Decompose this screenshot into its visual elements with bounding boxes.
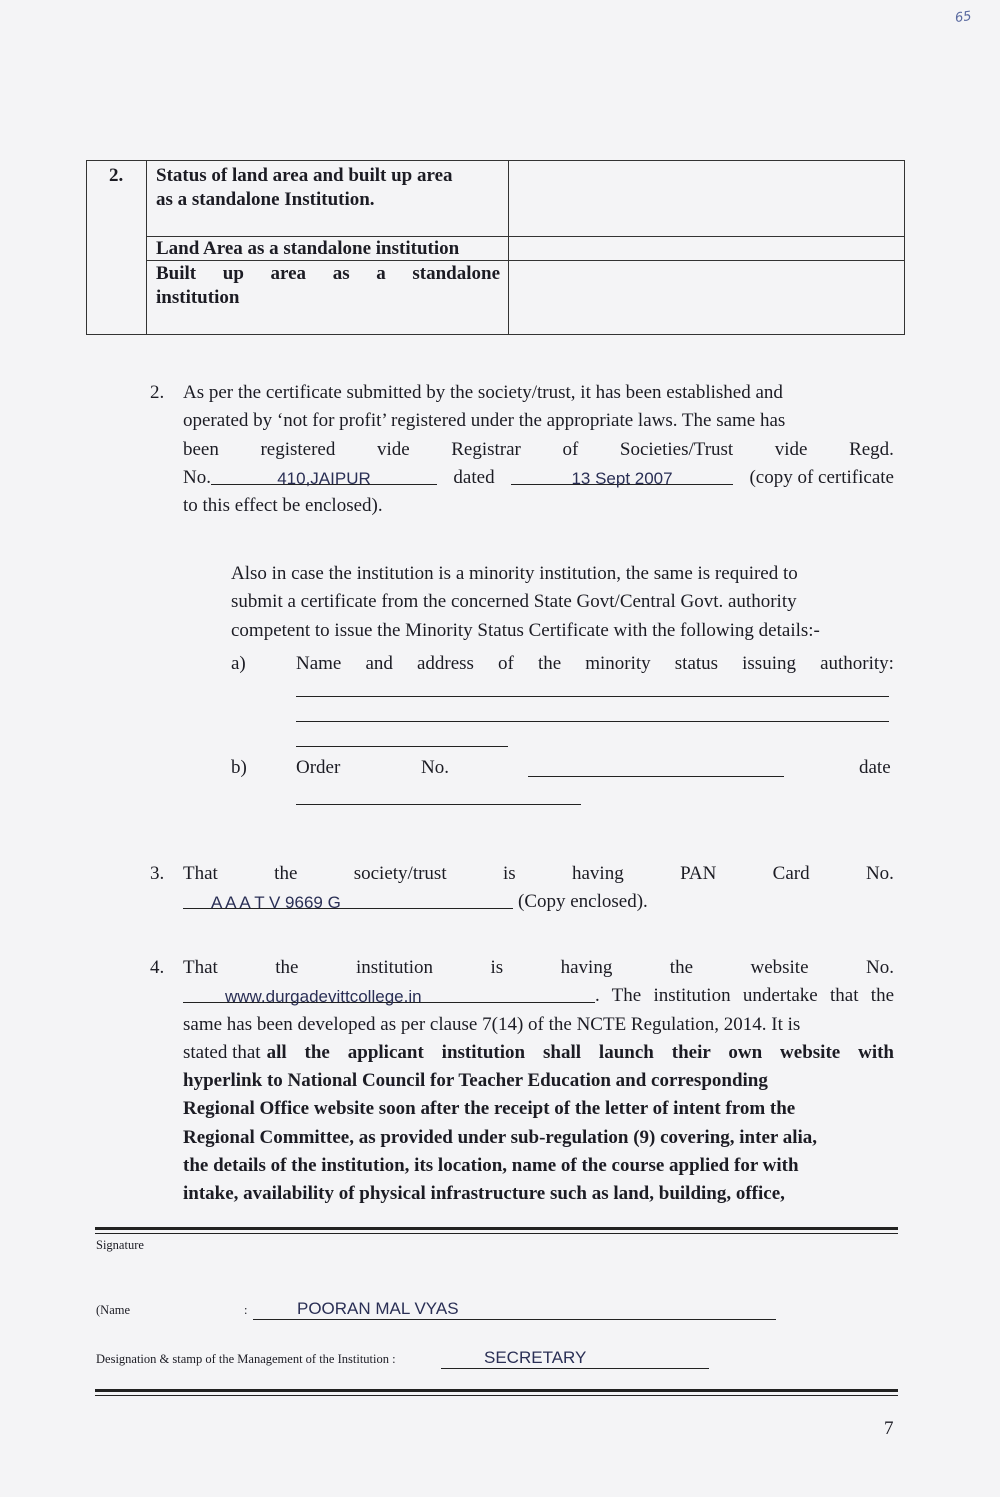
footer-rule-thick	[95, 1227, 898, 1230]
page-number: 7	[884, 1418, 894, 1439]
item-3-line	[183, 860, 894, 888]
item-4-paragraph	[183, 954, 894, 1209]
word: Regd.	[849, 438, 894, 460]
item-4-line	[183, 954, 894, 982]
signature-label: Signature	[96, 1238, 144, 1252]
handwritten-page-mark: 65	[954, 8, 973, 27]
designation-field: SECRETARY	[441, 1348, 709, 1369]
item-3-line	[183, 888, 894, 916]
word: registered	[260, 438, 336, 460]
item-4-line-bold: Regional Committee, as provided under sub-regulation (9) covering, inter alia,	[183, 1126, 818, 1148]
order-label: Order	[296, 757, 341, 778]
word: is	[490, 957, 504, 978]
built-up-area-label	[156, 262, 500, 310]
copy-enclosed-text: (Copy enclosed).	[518, 891, 648, 913]
word: That	[183, 957, 218, 978]
table-title-line1: Status of land area and built up area	[156, 165, 453, 186]
website-field: www.durgadevittcollege.in	[183, 982, 595, 1003]
word: of	[562, 438, 579, 460]
word: vide	[774, 438, 808, 460]
item-2-line	[183, 436, 894, 464]
item-4-line-bold: the details of the institution, its location, name of the course applied for with	[183, 1155, 799, 1177]
item-4-line-bold: intake, availability of physical infrastructure such as land, building, office,	[183, 1183, 785, 1205]
authority-blank-line	[296, 746, 508, 747]
word: society/trust	[353, 863, 447, 884]
word: That	[183, 863, 218, 884]
built-up-line1: Built up area as a standalone	[156, 263, 500, 284]
land-area-table	[86, 160, 905, 335]
word: the	[537, 653, 562, 674]
word: having	[560, 957, 613, 978]
word: been	[183, 438, 219, 460]
pan-number-field: A A A T V 9669 G	[183, 888, 513, 909]
word: Card	[772, 863, 810, 884]
word: institution	[355, 957, 434, 978]
item-b-marker: b)	[231, 757, 247, 778]
order-date-blank	[296, 804, 581, 805]
word: the	[669, 957, 694, 978]
authority-blank-line	[296, 721, 889, 722]
table-title-line2: as a standalone Institution.	[156, 189, 375, 210]
word: vide	[376, 438, 410, 460]
word: address	[416, 653, 474, 674]
word: status	[674, 653, 719, 674]
word: having	[572, 863, 624, 884]
item-4-line	[183, 982, 894, 1010]
word: Societies/Trust	[619, 438, 734, 460]
word: the	[274, 863, 298, 884]
minority-line: Also in case the institution is a minority institution, the same is required to	[231, 563, 798, 584]
reg-no-label: No.	[183, 466, 211, 488]
item-4-number: 4.	[150, 957, 165, 978]
registration-number-field: 410,JAIPUR	[211, 464, 437, 485]
order-no-label: No.	[421, 757, 449, 778]
word: No.	[865, 863, 894, 884]
name-label: (Name	[96, 1303, 131, 1317]
word: issuing	[742, 653, 796, 674]
item-a-text	[296, 650, 894, 678]
item-2-line: As per the certificate submitted by the society/trust, it has been established and	[183, 382, 783, 403]
built-up-line2: institution	[156, 287, 240, 308]
bottom-rule-thick	[95, 1389, 898, 1392]
dated-label: dated	[453, 466, 495, 488]
word: minority	[585, 653, 651, 674]
word: Registrar	[451, 438, 521, 460]
word: authority:	[820, 653, 894, 674]
table-divider	[508, 161, 509, 334]
word: and	[365, 653, 393, 674]
table-row-number: 2.	[109, 165, 124, 186]
minority-line: competent to issue the Minority Status Certificate with the following details:-	[231, 619, 820, 641]
authority-blank-line	[296, 696, 889, 697]
word: PAN	[680, 863, 717, 884]
minority-paragraph	[231, 560, 894, 645]
minority-line: submit a certificate from the concerned State Govt/Central Govt. authority	[231, 591, 797, 613]
table-title-cell	[156, 164, 500, 212]
footer-rule-thin	[95, 1233, 898, 1234]
copy-of-certificate-text: (copy of certificate	[749, 466, 894, 488]
text-plain: stated that	[183, 1041, 261, 1063]
table-divider	[146, 161, 147, 334]
word: Name	[296, 653, 342, 674]
item-3-number: 3.	[150, 863, 165, 884]
item-4-line-bold: Regional Office website soon after the receipt of the letter of intent from the	[183, 1098, 796, 1120]
item-2-line	[183, 464, 894, 492]
item-3-paragraph	[183, 860, 894, 917]
order-date-label: date	[859, 757, 891, 778]
designation-label: Designation & stamp of the Management of the Institution :	[96, 1352, 396, 1366]
item-4-line-bold: hyperlink to National Council for Teacher Education and corresponding	[183, 1070, 768, 1092]
word: is	[502, 863, 516, 884]
land-area-label: Land Area as a standalone institution	[156, 238, 460, 259]
word: No.	[865, 957, 894, 978]
registration-date-field: 13 Sept 2007	[511, 464, 733, 485]
text-bold: all the applicant institution shall launch their own website with	[266, 1041, 894, 1063]
name-colon: :	[244, 1303, 248, 1317]
item-2-paragraph	[183, 379, 894, 520]
order-number-blank	[528, 776, 784, 777]
item-2-line: to this effect be enclosed).	[183, 495, 383, 517]
item-2-line: operated by ‘not for profit’ registered under the appropriate laws. The same has	[183, 410, 786, 432]
item-4-line	[183, 1039, 894, 1067]
item-a-marker: a)	[231, 653, 246, 674]
word: the	[275, 957, 299, 978]
bottom-rule-thin	[95, 1395, 898, 1396]
item-4-line: same has been developed as per clause 7(14) of the NCTE Regulation, 2014. It is	[183, 1013, 801, 1035]
word: of	[498, 653, 514, 674]
item-a-line	[296, 650, 894, 678]
undertake-text: . The institution undertake that the	[595, 985, 894, 1007]
name-field: POORAN MAL VYAS	[253, 1299, 776, 1320]
word: website	[750, 957, 809, 978]
item-2-number: 2.	[150, 382, 165, 403]
